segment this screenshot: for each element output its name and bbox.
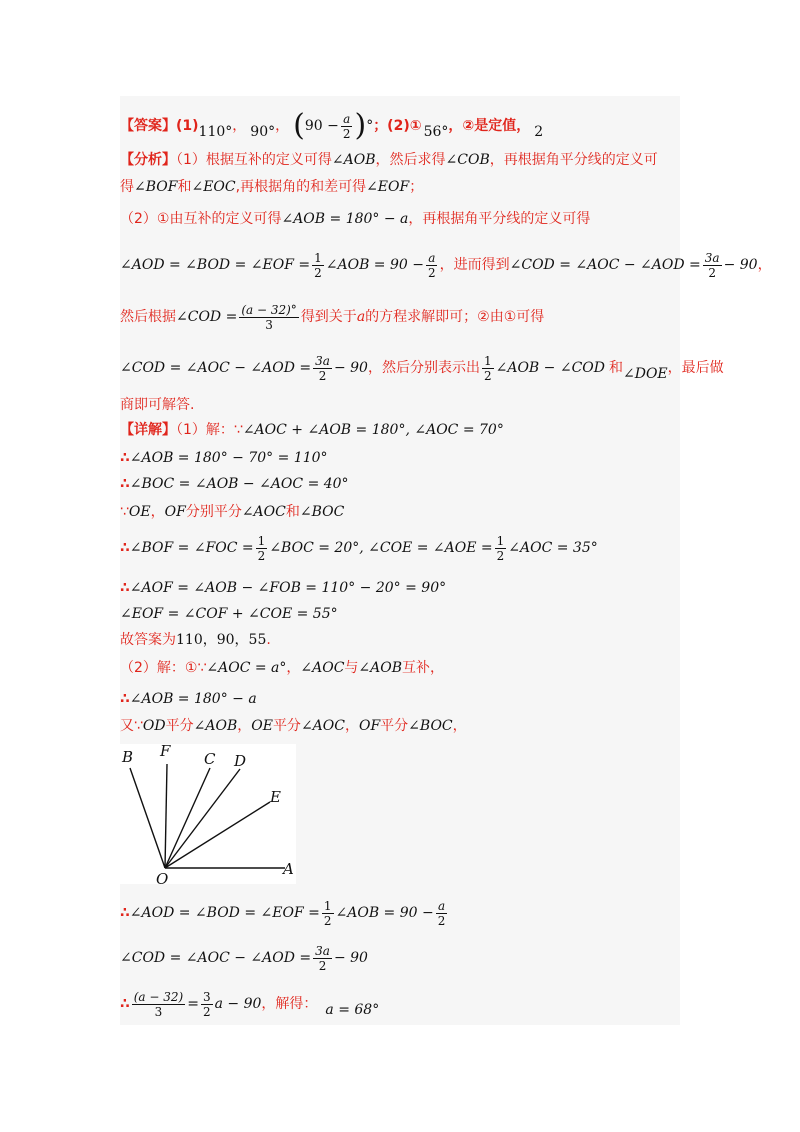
analysis-text: ，再根据角平分线的定义可 [489,152,658,168]
detail-line-14 [120,984,379,1024]
answer-sep-2: ， [275,118,290,134]
analysis-line-1 [120,151,658,169]
answer-expr-degree: ° [366,118,374,134]
detail-text: 互补， [402,660,445,676]
math-result: a = 68° [325,1002,380,1018]
math-expr: OE [128,504,151,520]
fraction-den: 2 [314,265,322,280]
analysis-line-6 [120,350,724,386]
analysis-line-5 [120,298,544,336]
math-expr: ∠AOB [358,660,403,676]
math-expr: ∠COD = [176,309,238,325]
label-e: E [270,788,281,806]
math-expr: ∠AOD = ∠BOD = ∠EOF = [120,257,311,273]
detail-line-9 [120,659,444,677]
analysis-text: ，再根据角平分线的定义可得 [408,211,591,227]
fraction-den: 2 [427,265,436,280]
fraction-den: 2 [708,265,717,280]
answer-value-2: 90° [250,124,276,140]
fraction-num: 3 [202,989,211,1004]
math-expr: − 90 [333,360,368,376]
ray-of [165,764,167,868]
fraction-den: 3 [154,1004,163,1019]
math-expr: ∠BOC [408,718,453,734]
therefore-symbol: ∴ [120,450,130,466]
fraction-den: 2 [202,1004,211,1019]
math-expr: OF [358,718,381,734]
detail-line-5 [120,530,598,566]
label-f: F [160,744,171,760]
detail-text: （2）解：①∵ [120,660,207,676]
detail-text: 又∵ [120,718,143,734]
analysis-text: 然后根据 [120,309,176,325]
because-symbol: ∵ [120,504,129,520]
analysis-text: ，进而得到 [439,257,510,273]
fraction-den: 2 [318,958,327,973]
fraction-den: 2 [483,368,492,383]
detail-line-2 [120,449,328,467]
math-expr: ∠AOC = a° [206,660,287,676]
math-expr: ∠COD = ∠AOC − ∠AOD = [120,950,312,966]
analysis-text: 和 [177,179,192,195]
analysis-text: ； [409,179,424,195]
math-expr: ∠COD = ∠AOC − ∠AOD = [120,360,312,376]
detail-text: ， [150,504,165,520]
detail-line-3 [120,475,349,493]
answer-value-5: 2 [534,124,544,140]
detail-line-6 [120,579,446,597]
answer-value-4: 56° [423,124,449,140]
fraction-num: (a − 32) [133,989,184,1004]
math-expr: OF [164,504,186,520]
math-expr: ∠AOC + ∠AOB = 180°, ∠AOC = 70° [242,422,504,438]
label-a: A [283,860,294,878]
fraction-num: 1 [257,533,266,548]
detail-text: 平分 [272,718,301,734]
math-expr: ∠AOB = 90 − [335,905,434,921]
detail-text: ， [344,718,359,734]
answer-value-1: 110° [198,124,233,140]
label-c: C [204,750,216,768]
analysis-text: 得 [120,179,134,195]
therefore-symbol: ∴ [120,905,130,921]
fraction-den: 2 [318,368,327,383]
analysis-line-4 [120,247,772,283]
fraction-num: 3a [315,353,330,368]
detail-text: 和 [285,504,300,520]
math-expr: ∠COD = ∠AOC − ∠AOD = [509,257,701,273]
therefore-symbol: ∴ [120,580,130,596]
label-b: B [122,748,134,766]
math-expr: ∠BOF = ∠FOC = [129,540,254,556]
analysis-line-2 [120,178,423,196]
detail-text: 故答案为 [120,632,176,648]
detail-text: ，解得： [261,996,318,1012]
answer-expr-left: 90 − [304,118,339,134]
math-expr: ∠BOF [134,179,178,195]
analysis-line-7 [120,396,194,414]
math-expr: ∠AOB = 180° − a [281,211,409,227]
detail-text: . [266,632,271,648]
math-expr: OD [142,718,166,734]
part2-label: ；(2)① [373,118,422,134]
detail-text: 分别平分 [185,504,242,520]
detail-text: ， [237,718,252,734]
detail-text: 平分 [165,718,194,734]
math-expr: 110，90，55 [176,632,267,648]
math-expr: ∠DOE [623,366,668,382]
ray-oe [165,802,270,868]
therefore-symbol: ∴ [120,691,130,707]
analysis-text: 商即可解答. [120,397,195,413]
detail-line-11 [120,717,467,735]
analysis-text: ， [757,257,772,273]
analysis-text: ，最后做 [667,360,724,376]
math-expr: − 90 [333,950,368,966]
therefore-symbol: ∴ [120,540,130,556]
fraction-num: 1 [314,250,322,265]
part1-label: (1) [176,118,199,134]
detail-text: 平分 [380,718,409,734]
answer-sep-1: ， [232,118,247,134]
detail-text: ， [286,660,301,676]
detail-line-8 [120,631,271,649]
fraction-den: 3 [265,317,273,332]
math-expr: ∠AOB [331,152,376,168]
label-o: O [156,870,169,884]
math-expr: ∠AOC [300,660,345,676]
fraction-num: 1 [323,898,332,913]
analysis-text: 和 [609,360,623,376]
fraction-num: 1 [496,533,505,548]
fraction-den: 2 [496,548,505,563]
fraction-num: 3a [704,250,720,265]
math-expr: a − 90 [214,996,262,1012]
analysis-text: 得到关于 [300,309,357,325]
detail-line-12 [120,894,449,932]
analysis-text: ,再根据角的和差可得 [235,179,367,195]
fraction-num: 3a [315,943,330,958]
math-expr: ∠COB [445,152,490,168]
math-var: a [356,309,366,325]
math-expr: ∠EOC [191,179,236,195]
math-expr: − 90 [723,257,758,273]
fraction-den: 2 [323,913,332,928]
detail-text: （1）解：∵ [176,422,243,438]
detail-text: ， [452,718,467,734]
detail-line-1 [120,421,504,439]
fraction-num: a [437,898,446,913]
equals-sign: = [187,996,199,1012]
math-expr: ∠EOF = ∠COF + ∠COE = 55° [120,606,338,622]
angle-figure-svg [120,744,296,884]
math-expr: ∠AOB = 180° − 70° = 110° [129,450,328,466]
analysis-text: 的方程求解即可；②由①可得 [365,309,545,325]
therefore-symbol: ∴ [120,996,130,1012]
detail-tag: 【详解】 [120,422,176,438]
detail-line-13 [120,940,368,976]
fraction-num: (a − 32)° [241,302,297,317]
math-expr: ∠AOC [300,718,345,734]
analysis-tag: 【分析】 [120,152,176,168]
analysis-text: ，然后求得 [375,152,446,168]
answer-tag: 【答案】 [120,118,176,134]
math-expr: ∠BOC = ∠AOB − ∠AOC = 40° [129,476,349,492]
math-expr: ∠AOD = ∠BOD = ∠EOF = [129,905,320,921]
angle-figure [120,744,296,884]
math-expr: ∠EOF [366,179,410,195]
math-expr: ∠AOB − ∠COD [495,360,605,376]
fraction-num: a [428,250,436,265]
fraction-den: 2 [257,548,266,563]
math-expr: ∠AOB = 180° − a [129,691,257,707]
detail-line-4 [120,503,344,521]
ray-ob [130,768,165,868]
answer-line [120,106,543,146]
detail-text: 与 [344,660,359,676]
answer-tail: ，②是定值， [448,118,531,134]
answer-expr-den: 2 [342,126,351,141]
math-expr: ∠AOB = 90 − [325,257,424,273]
label-d: D [234,752,247,770]
analysis-text: （2）①由互补的定义可得 [120,211,282,227]
fraction-den: 2 [437,913,446,928]
math-expr: ∠AOC = 35° [508,540,598,556]
analysis-text: （1）根据互补的定义可得 [176,152,332,168]
detail-line-7 [120,605,338,623]
therefore-symbol: ∴ [120,476,130,492]
answer-expr-num: a [343,111,351,126]
detail-line-10 [120,690,257,708]
math-expr: ∠AOC [241,504,286,520]
math-expr: ∠BOC [299,504,345,520]
answer-expression: ( 90 − $\frac{a}{2}$ ) ° [293,108,374,143]
analysis-line-3 [120,210,590,228]
math-expr: ∠AOB [193,718,238,734]
fraction-num: 1 [483,353,492,368]
math-expr: ∠BOC = 20°, ∠COE = ∠AOE = [269,540,493,556]
analysis-text: ，然后分别表示出 [367,360,480,376]
math-expr: OE [251,718,273,734]
math-expr: ∠AOF = ∠AOB − ∠FOB = 110° − 20° = 90° [129,580,447,596]
